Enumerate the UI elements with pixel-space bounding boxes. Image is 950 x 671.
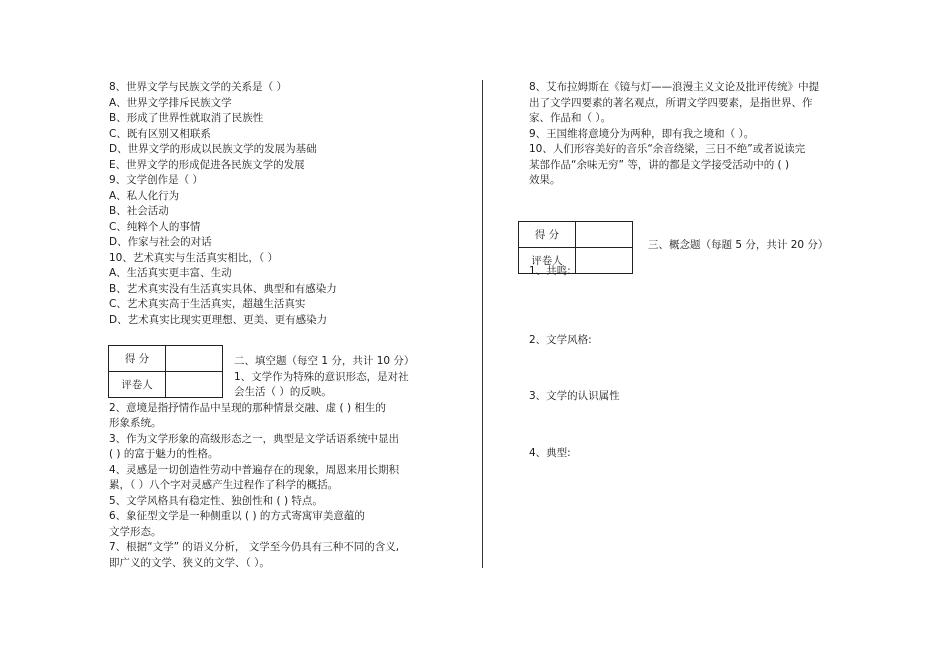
fill-line: 8、艾布拉姆斯在《镜与灯——浪漫主义文论及批评传统》中提 [529, 81, 820, 93]
option-line: A、生活真实更丰富、生动 [109, 267, 232, 279]
score-cell[interactable] [576, 222, 633, 248]
option-line: E、世界文学的形成促进各民族文学的发展 [109, 159, 305, 171]
fill-line: 某部作品“余味无穷” 等，讲的都是文学接受活动中的 ( ) [529, 159, 790, 171]
fill-line: 家、作品和（ ）。 [529, 112, 612, 124]
option-line: D、艺术真实比现实更理想、更美、更有感染力 [109, 314, 328, 326]
grader-label: 评卷人 [519, 248, 576, 274]
section-title-fill-blank: 二、填空题（每空 1 分，共计 10 分） [234, 355, 415, 367]
fill-line: 7、根据“文学” 的语义分析， 文学至今仍具有三种不同的含义, [109, 541, 400, 553]
concept-question: 4、典型: [529, 447, 571, 459]
fill-line: 累，（ ）八个字对灵感产生过程作了科学的概括。 [109, 479, 339, 491]
option-line: C、艺术真实高于生活真实，超越生活真实 [109, 298, 306, 310]
concept-question: 3、文学的认识属性 [529, 390, 620, 402]
fill-line: ( ) 的富于魅力的性格。 [109, 448, 219, 460]
option-line: A、私人化行为 [109, 190, 180, 202]
score-label: 得 分 [109, 346, 166, 372]
section-title-concepts: 三、概念题（每题 5 分，共计 20 分） [648, 239, 829, 251]
fill-line: 文学形态。 [109, 526, 162, 538]
concept-question: 2、文学风格: [529, 334, 592, 346]
option-line: D、作家与社会的对话 [109, 236, 212, 248]
grader-label: 评卷人 [109, 372, 166, 398]
fill-line: 4、灵感是一切创造性劳动中普遍存在的现象，周恩来用长期积 [109, 464, 400, 476]
fill-line: 效果。 [529, 174, 561, 186]
fill-line: 6、象征型文学是一种侧重以 ( ) 的方式寄寓审美意蕴的 [109, 510, 365, 522]
score-label: 得 分 [519, 222, 576, 248]
grader-cell[interactable] [166, 372, 223, 398]
concept-question: 1、共鸣: [529, 265, 571, 277]
fill-question-1-line1: 1、文学作为特殊的意识形态，是对社 [234, 371, 409, 383]
fill-line: 形象系统。 [109, 417, 162, 429]
grader-cell[interactable] [576, 248, 633, 274]
option-line: B、社会活动 [109, 205, 169, 217]
option-line: D、世界文学的形成以民族文学的发展为基础 [109, 143, 317, 155]
option-line: C、既有区别又相联系 [109, 128, 211, 140]
score-table-left [108, 345, 223, 398]
fill-line: 5、文学风格具有稳定性、独创性和 ( ) 特点。 [109, 495, 323, 507]
fill-line: 3、作为文学形象的高级形态之一，典型是文学话语系统中显出 [109, 433, 400, 445]
column-divider [482, 80, 483, 568]
option-line: C、纯粹个人的事情 [109, 221, 201, 233]
question-8-stem: 8、世界文学与民族文学的关系是（ ） [109, 81, 288, 93]
fill-line: 出了文学四要素的著名观点，所谓文学四要素，是指世界、作 [529, 97, 813, 109]
fill-question-1-line2: 会生活（ ）的反映。 [234, 386, 332, 398]
question-10-stem: 10、艺术真实与生活真实相比，（ ） [109, 252, 278, 264]
question-9-stem: 9、文学创作是（ ） [109, 174, 204, 186]
score-cell[interactable] [166, 346, 223, 372]
fill-line: 2、意境是指抒情作品中呈现的那种情景交融、虚 ( ) 相生的 [109, 402, 386, 414]
option-line: A、世界文学排斥民族文学 [109, 97, 232, 109]
fill-line: 9、王国维将意境分为两种，即有我之境和（ ）。 [529, 128, 755, 140]
option-line: B、形成了世界性就取消了民族性 [109, 112, 264, 124]
fill-line: 10、人们形容美好的音乐“余音绕梁，三日不绝”或者说读完 [529, 143, 806, 155]
fill-line: 即广义的文学、狭义的文学、（ ）。 [109, 557, 270, 569]
option-line: B、艺术真实没有生活真实具体、典型和有感染力 [109, 283, 337, 295]
